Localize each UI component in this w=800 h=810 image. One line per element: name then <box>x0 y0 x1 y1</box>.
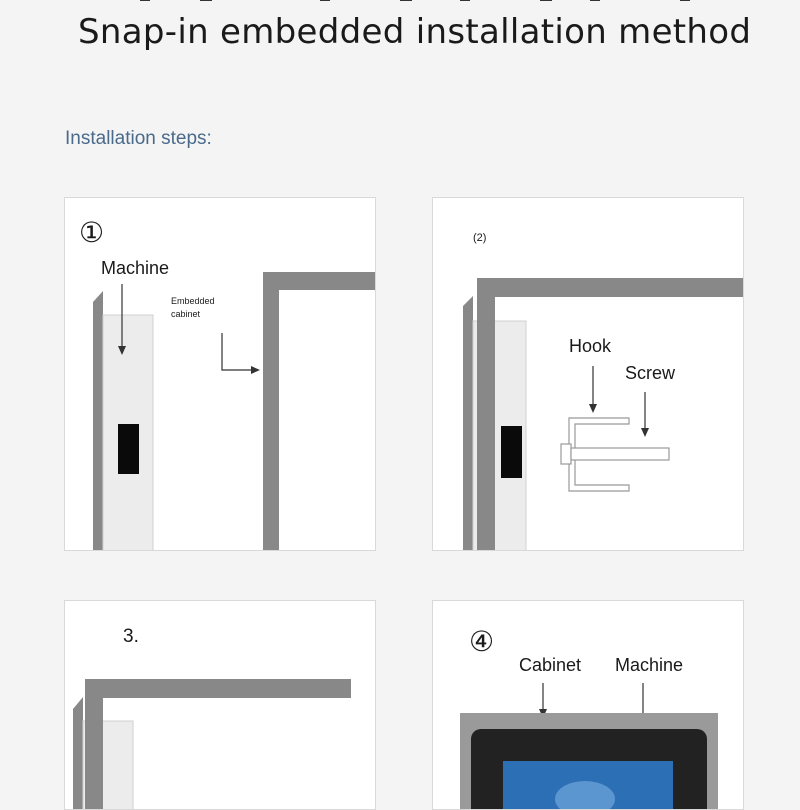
step-3-number: 3. <box>123 626 139 647</box>
step-2-illustration <box>433 198 744 551</box>
card-slot <box>501 426 522 478</box>
machine-side <box>93 291 103 551</box>
step-2-panel <box>432 197 744 551</box>
machine-side <box>463 296 473 551</box>
step-1-panel <box>64 197 376 551</box>
hook-arrow-head <box>589 404 597 413</box>
cabinet-arrow-head <box>251 366 260 374</box>
page-title: Snap-in embedded installation method <box>78 12 752 52</box>
step-3-panel <box>64 600 376 810</box>
cabinet-frame <box>263 272 376 551</box>
step-1-embedded-label-2: cabinet <box>171 309 201 319</box>
step-2-number: (2) <box>473 232 487 244</box>
screw-head <box>561 444 571 464</box>
card-slot <box>118 424 139 474</box>
machine-label: Machine <box>615 655 684 675</box>
cabinet-arrow <box>222 333 253 370</box>
screw-shaft <box>571 448 669 460</box>
screw-label: Screw <box>625 363 676 383</box>
top-cut-marks <box>0 0 800 8</box>
step-4-number: ④ <box>469 626 495 657</box>
page-subtitle: Installation steps: <box>65 128 212 149</box>
step-1-machine-label: Machine <box>101 258 170 278</box>
hook-label: Hook <box>569 336 612 356</box>
screw-arrow-head <box>641 428 649 437</box>
step-4-panel <box>432 600 744 810</box>
step-1-number: ① <box>79 217 105 248</box>
machine-side <box>73 697 83 810</box>
step-4-illustration <box>433 601 744 810</box>
cabinet-label: Cabinet <box>519 655 582 675</box>
step-3-illustration <box>65 601 376 810</box>
step-1-illustration <box>65 198 376 551</box>
step-1-embedded-label-1: Embedded <box>171 296 215 306</box>
